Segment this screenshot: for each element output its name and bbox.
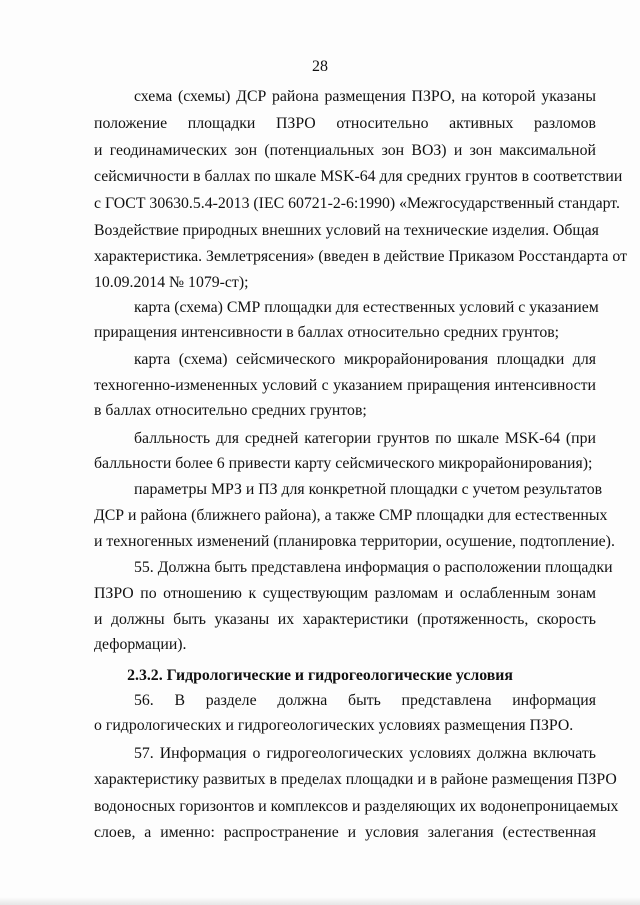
section-heading: 2.3.2. Гидрологические и гидрогеологические условия	[127, 667, 513, 684]
text-line: деформации).	[94, 636, 187, 653]
text-line: балльность для средней категории грунтов по шкале MSK-64 (при	[134, 430, 596, 447]
text-line: карта (схема) сейсмического микрорайонирования площадки для	[134, 351, 596, 368]
text-line: и техногенных изменений (планировка территории, осушение, подтопление).	[94, 533, 615, 550]
text-line: схема (схемы) ДСР района размещения ПЗРО, на которой указаны	[134, 88, 596, 105]
text-line: положение площадки ПЗРО относительно активных разломов	[94, 115, 596, 132]
text-line: ПЗРО по отношению к существующим разломам и ослабленным зонам	[94, 585, 596, 602]
text-line: в баллах относительно средних грунтов;	[94, 402, 367, 419]
text-line: сейсмичности в баллах по шкале MSK-64 для средних грунтов в соответствии	[94, 168, 623, 185]
text-line: о гидрологических и гидрогеологических условиях размещения ПЗРО.	[94, 717, 574, 734]
text-line: характеристика. Землетрясения» (введен в действие Приказом Росстандарта от	[94, 248, 627, 265]
text-line: ДСР и района (ближнего района), а также СМР площадки для естественных	[94, 507, 608, 524]
text-line: слоев, а именно: распространение и условия залегания (естественная	[94, 824, 596, 841]
text-line: техногенно-измененных условий с указанием приращения интенсивности	[94, 377, 596, 394]
text-line: балльности более 6 привести карту сейсмического микрорайонирования);	[94, 455, 593, 472]
page-number: 28	[312, 58, 328, 75]
text-line: 55. Должна быть представлена информация о расположении площадки	[134, 559, 613, 576]
text-line: приращения интенсивности в баллах относительно средних грунтов;	[94, 324, 560, 341]
page-bottom-edge	[0, 897, 640, 905]
text-line: характеристику развитых в пределах площадки и в районе размещения ПЗРО	[94, 771, 617, 788]
text-line: Воздействие природных внешних условий на технические изделия. Общая	[94, 222, 599, 239]
text-line: и должны быть указаны их характеристики (протяженность, скорость	[94, 611, 596, 628]
text-line: карта (схема) СМР площадки для естественных условий с указанием	[134, 299, 599, 316]
text-line: 10.09.2014 № 1079-ст);	[94, 274, 249, 291]
text-line: с ГОСТ 30630.5.4-2013 (IEC 60721-2-6:1990) «Межгосударственный стандарт.	[94, 195, 620, 212]
text-line: параметры МРЗ и ПЗ для конкретной площадки с учетом результатов	[134, 481, 603, 498]
text-line: 57. Информация о гидрогеологических условиях должна включать	[134, 745, 596, 762]
text-line: водоносных горизонтов и комплексов и разделяющих их водонепроницаемых	[94, 798, 619, 815]
text-line: 56. В разделе должна быть представлена информация	[134, 692, 596, 709]
text-line: и геодинамических зон (потенциальных зон ВОЗ) и зон максимальной	[94, 142, 596, 159]
